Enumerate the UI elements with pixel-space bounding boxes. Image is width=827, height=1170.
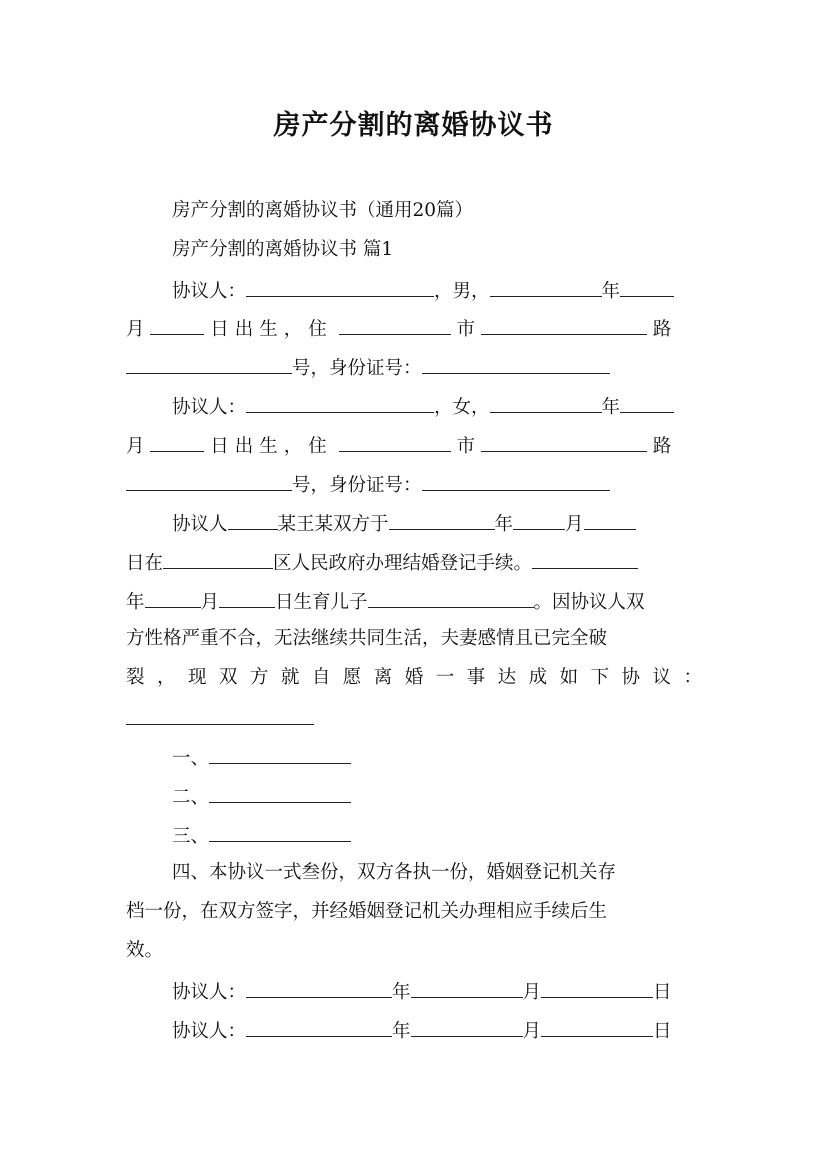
party1-birth-day-blank	[150, 314, 204, 335]
agreement-blank	[126, 704, 314, 725]
party2-id-blank	[422, 470, 610, 491]
item-2	[172, 782, 702, 811]
marriage-party-label: 协议人	[172, 514, 228, 535]
party2-birth-year-blank	[490, 392, 602, 413]
marriage-line6	[126, 704, 702, 733]
party1-month-label: 月	[126, 319, 145, 340]
marriage-line3	[126, 587, 702, 616]
party1-name-blank	[246, 276, 434, 297]
section-heading: 房产分割的离婚协议书 篇1	[172, 239, 394, 260]
subtitle: 房产分割的离婚协议书（通用20篇）	[172, 200, 474, 221]
party2-city-blank	[339, 431, 451, 452]
party2-city-label: 市	[456, 436, 476, 457]
child-year-blank	[532, 548, 638, 569]
party1-id-label: 号，身份证号：	[292, 358, 422, 379]
marriage-district-blank	[163, 548, 273, 569]
signature-1-label: 协议人：	[172, 982, 247, 1003]
party1-road-blank	[481, 314, 647, 335]
marriage-registration: 区人民政府办理结婚登记手续。	[273, 553, 533, 574]
party2-year-label: 年	[601, 397, 621, 418]
item-1-label: 一、	[172, 748, 210, 769]
marriage-names: 某王某双方于	[277, 514, 389, 535]
child-month-blank	[145, 587, 201, 608]
signature-2-month-blank	[411, 1016, 523, 1037]
child-year-label: 年	[126, 592, 145, 613]
party2-label: 协议人：	[172, 397, 247, 418]
party2-line1	[172, 392, 702, 421]
marriage-party-blank	[228, 509, 278, 530]
party2-road-label: 路	[652, 436, 672, 457]
signature-1	[172, 977, 702, 1006]
party1-gender: ，男，	[434, 281, 490, 302]
party2-line3	[126, 470, 702, 499]
party2-birth-day-blank	[150, 431, 204, 452]
party1-year-label: 年	[601, 281, 621, 302]
marriage-line5: 裂，现双方就自愿离婚一事达成如下协议：	[126, 667, 702, 688]
signature-2-name-blank	[246, 1016, 392, 1037]
signature-2-day: 日	[653, 1021, 672, 1042]
child-birth-label: 日生育儿子	[275, 592, 368, 613]
marriage-line4: 方性格严重不合，无法继续共同生活，夫妻感情且已完全破	[126, 628, 608, 649]
marriage-line2	[126, 548, 702, 577]
marriage-year-label: 年	[494, 514, 514, 535]
clause4-line2: 档一份，在双方签字，并经婚姻登记机关办理相应手续后生	[126, 901, 608, 922]
item-2-blank	[209, 782, 351, 803]
signature-2-year: 年	[392, 1021, 411, 1042]
marriage-reason-start: 。因协议人双	[533, 592, 645, 613]
marriage-month-label: 月	[565, 514, 584, 535]
party1-birth-month-blank	[620, 276, 674, 297]
party2-month-label: 月	[126, 436, 145, 457]
child-name-blank	[368, 587, 534, 608]
signature-2-month: 月	[522, 1021, 542, 1042]
party1-city-label: 市	[456, 319, 476, 340]
party1-line1	[172, 276, 702, 305]
item-3	[172, 821, 702, 850]
party2-name-blank	[246, 392, 434, 413]
party2-road-blank	[481, 431, 647, 452]
clause4-line1: 四、本协议一式叁份，双方各执一份，婚姻登记机关存	[172, 862, 617, 883]
marriage-day-label: 日在	[126, 553, 164, 574]
signature-2-label: 协议人：	[172, 1021, 247, 1042]
marriage-line1	[172, 509, 702, 538]
document-title: 房产分割的离婚协议书	[273, 110, 554, 141]
party2-gender: ，女，	[434, 397, 490, 418]
party2-line2	[126, 431, 702, 460]
marriage-year-blank	[389, 509, 495, 530]
signature-2-day-blank	[541, 1016, 653, 1037]
marriage-day-blank	[584, 509, 636, 530]
signature-1-month: 月	[522, 982, 542, 1003]
clause4-line3: 效。	[126, 940, 164, 961]
signature-1-day-blank	[541, 977, 653, 998]
party2-id-label: 号，身份证号：	[292, 475, 422, 496]
item-1	[172, 743, 702, 772]
party1-birth-year-blank	[490, 276, 602, 297]
party1-id-blank	[422, 353, 610, 374]
item-1-blank	[209, 743, 351, 764]
signature-1-day: 日	[653, 982, 672, 1003]
item-2-label: 二、	[172, 787, 210, 808]
party1-line3	[126, 353, 702, 382]
marriage-month-blank	[513, 509, 565, 530]
party1-road-label: 路	[652, 319, 672, 340]
party1-number-blank	[126, 353, 292, 374]
signature-1-year: 年	[392, 982, 411, 1003]
signature-1-name-blank	[246, 977, 392, 998]
party2-birth-label: 日出生，住	[210, 436, 333, 457]
item-3-label: 三、	[172, 826, 210, 847]
party2-birth-month-blank	[620, 392, 674, 413]
child-day-blank	[219, 587, 275, 608]
item-3-blank	[209, 821, 351, 842]
party1-birth-label: 日出生，住	[210, 319, 333, 340]
signature-2	[172, 1016, 702, 1045]
party1-city-blank	[339, 314, 451, 335]
party1-line2	[126, 314, 702, 343]
signature-1-month-blank	[411, 977, 523, 998]
party1-label: 协议人：	[172, 281, 247, 302]
child-month-label: 月	[200, 592, 220, 613]
party2-number-blank	[126, 470, 292, 491]
